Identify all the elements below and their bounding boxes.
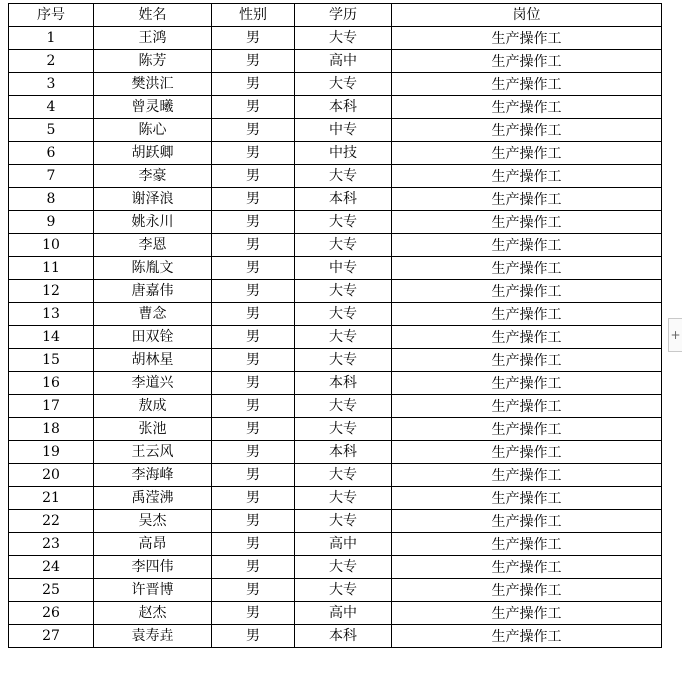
- cell-education: 大专: [295, 280, 392, 303]
- cell-index: 13: [9, 303, 94, 326]
- cell-gender: 男: [212, 441, 295, 464]
- cell-position: 生产操作工: [392, 556, 662, 579]
- cell-gender: 男: [212, 257, 295, 280]
- cell-index: 12: [9, 280, 94, 303]
- cell-position: 生产操作工: [392, 441, 662, 464]
- cell-position: 生产操作工: [392, 602, 662, 625]
- cell-gender: 男: [212, 142, 295, 165]
- table-row: [9, 50, 662, 73]
- cell-name: 赵杰: [94, 602, 212, 625]
- cell-education: 大专: [295, 418, 392, 441]
- cell-gender: 男: [212, 234, 295, 257]
- cell-name: 敖成: [94, 395, 212, 418]
- cell-gender: 男: [212, 349, 295, 372]
- cell-name: 李恩: [94, 234, 212, 257]
- header-index: 序号: [9, 4, 94, 27]
- cell-position: 生产操作工: [392, 303, 662, 326]
- table-row: [9, 96, 662, 119]
- cell-education: 高中: [295, 602, 392, 625]
- table-row: [9, 27, 662, 50]
- table-row: [9, 441, 662, 464]
- cell-index: 24: [9, 556, 94, 579]
- cell-gender: 男: [212, 579, 295, 602]
- cell-gender: 男: [212, 50, 295, 73]
- cell-name: 李四伟: [94, 556, 212, 579]
- cell-position: 生产操作工: [392, 487, 662, 510]
- cell-position: 生产操作工: [392, 142, 662, 165]
- table-row: [9, 234, 662, 257]
- cell-education: 大专: [295, 510, 392, 533]
- cell-name: 胡林星: [94, 349, 212, 372]
- cell-index: 20: [9, 464, 94, 487]
- header-gender: 性别: [212, 4, 295, 27]
- header-name: 姓名: [94, 4, 212, 27]
- cell-name: 陈心: [94, 119, 212, 142]
- cell-gender: 男: [212, 625, 295, 648]
- cell-gender: 男: [212, 372, 295, 395]
- cell-gender: 男: [212, 464, 295, 487]
- cell-name: 张池: [94, 418, 212, 441]
- table-row: [9, 418, 662, 441]
- cell-name: 胡跃卿: [94, 142, 212, 165]
- cell-name: 田双铨: [94, 326, 212, 349]
- cell-index: 17: [9, 395, 94, 418]
- cell-index: 3: [9, 73, 94, 96]
- cell-gender: 男: [212, 556, 295, 579]
- table-row: [9, 211, 662, 234]
- cell-position: 生产操作工: [392, 533, 662, 556]
- cell-position: 生产操作工: [392, 280, 662, 303]
- cell-index: 5: [9, 119, 94, 142]
- cell-name: 李海峰: [94, 464, 212, 487]
- cell-position: 生产操作工: [392, 418, 662, 441]
- cell-gender: 男: [212, 96, 295, 119]
- plus-icon: +: [670, 328, 681, 342]
- table-row: [9, 303, 662, 326]
- cell-name: 王鸿: [94, 27, 212, 50]
- cell-index: 19: [9, 441, 94, 464]
- cell-position: 生产操作工: [392, 188, 662, 211]
- cell-name: 许晋博: [94, 579, 212, 602]
- table-row: [9, 625, 662, 648]
- cell-name: 王云风: [94, 441, 212, 464]
- cell-index: 21: [9, 487, 94, 510]
- table-row: [9, 326, 662, 349]
- cell-name: 李豪: [94, 165, 212, 188]
- cell-index: 11: [9, 257, 94, 280]
- cell-education: 大专: [295, 73, 392, 96]
- cell-index: 8: [9, 188, 94, 211]
- table-row: [9, 510, 662, 533]
- table-row: [9, 73, 662, 96]
- cell-gender: 男: [212, 418, 295, 441]
- cell-gender: 男: [212, 188, 295, 211]
- cell-index: 7: [9, 165, 94, 188]
- cell-position: 生产操作工: [392, 464, 662, 487]
- cell-gender: 男: [212, 27, 295, 50]
- table-row: [9, 602, 662, 625]
- cell-position: 生产操作工: [392, 349, 662, 372]
- cell-index: 18: [9, 418, 94, 441]
- cell-position: 生产操作工: [392, 257, 662, 280]
- header-position: 岗位: [392, 4, 662, 27]
- cell-name: 樊洪汇: [94, 73, 212, 96]
- cell-name: 吴杰: [94, 510, 212, 533]
- cell-name: 唐嘉伟: [94, 280, 212, 303]
- cell-name: 李道兴: [94, 372, 212, 395]
- table-row: [9, 487, 662, 510]
- cell-position: 生产操作工: [392, 234, 662, 257]
- cell-name: 姚永川: [94, 211, 212, 234]
- cell-gender: 男: [212, 211, 295, 234]
- cell-position: 生产操作工: [392, 27, 662, 50]
- cell-gender: 男: [212, 533, 295, 556]
- cell-education: 大专: [295, 349, 392, 372]
- cell-education: 本科: [295, 188, 392, 211]
- cell-gender: 男: [212, 487, 295, 510]
- cell-education: 本科: [295, 372, 392, 395]
- cell-education: 大专: [295, 211, 392, 234]
- table-row: [9, 372, 662, 395]
- cell-education: 本科: [295, 625, 392, 648]
- table-row: [9, 533, 662, 556]
- cell-index: 27: [9, 625, 94, 648]
- table-row: [9, 188, 662, 211]
- cell-education: 大专: [295, 579, 392, 602]
- cell-position: 生产操作工: [392, 372, 662, 395]
- table-row: [9, 395, 662, 418]
- cell-education: 大专: [295, 27, 392, 50]
- table-row: [9, 119, 662, 142]
- cell-education: 大专: [295, 464, 392, 487]
- cell-gender: 男: [212, 395, 295, 418]
- cell-education: 本科: [295, 441, 392, 464]
- cell-index: 23: [9, 533, 94, 556]
- cell-position: 生产操作工: [392, 510, 662, 533]
- cell-name: 陈胤文: [94, 257, 212, 280]
- cell-education: 大专: [295, 556, 392, 579]
- table-row: [9, 280, 662, 303]
- cell-gender: 男: [212, 602, 295, 625]
- table-row: [9, 257, 662, 280]
- cell-education: 大专: [295, 487, 392, 510]
- cell-gender: 男: [212, 73, 295, 96]
- cell-education: 中专: [295, 119, 392, 142]
- table-row: [9, 464, 662, 487]
- cell-position: 生产操作工: [392, 96, 662, 119]
- cell-name: 陈芳: [94, 50, 212, 73]
- cell-education: 大专: [295, 395, 392, 418]
- table-row: [9, 579, 662, 602]
- cell-position: 生产操作工: [392, 119, 662, 142]
- employee-table: [8, 3, 662, 648]
- cell-education: 本科: [295, 96, 392, 119]
- cell-index: 4: [9, 96, 94, 119]
- cell-name: 谢泽浪: [94, 188, 212, 211]
- cell-gender: 男: [212, 119, 295, 142]
- cell-index: 16: [9, 372, 94, 395]
- cell-name: 曾灵曦: [94, 96, 212, 119]
- cell-gender: 男: [212, 165, 295, 188]
- cell-name: 袁寿垚: [94, 625, 212, 648]
- cell-index: 9: [9, 211, 94, 234]
- cell-position: 生产操作工: [392, 579, 662, 602]
- cell-position: 生产操作工: [392, 73, 662, 96]
- table-row: [9, 349, 662, 372]
- cell-education: 高中: [295, 533, 392, 556]
- cell-gender: 男: [212, 280, 295, 303]
- cell-index: 22: [9, 510, 94, 533]
- cell-index: 2: [9, 50, 94, 73]
- cell-name: 曹念: [94, 303, 212, 326]
- cell-index: 15: [9, 349, 94, 372]
- table-row: [9, 556, 662, 579]
- add-column-button[interactable]: [668, 318, 682, 352]
- cell-position: 生产操作工: [392, 326, 662, 349]
- cell-position: 生产操作工: [392, 625, 662, 648]
- cell-education: 中技: [295, 142, 392, 165]
- cell-position: 生产操作工: [392, 395, 662, 418]
- cell-education: 大专: [295, 326, 392, 349]
- cell-position: 生产操作工: [392, 211, 662, 234]
- cell-education: 大专: [295, 165, 392, 188]
- table-row: [9, 142, 662, 165]
- cell-gender: 男: [212, 326, 295, 349]
- cell-education: 大专: [295, 303, 392, 326]
- cell-gender: 男: [212, 303, 295, 326]
- cell-index: 25: [9, 579, 94, 602]
- cell-education: 中专: [295, 257, 392, 280]
- cell-position: 生产操作工: [392, 50, 662, 73]
- table-body: [9, 27, 662, 648]
- cell-index: 26: [9, 602, 94, 625]
- table-header-row: [9, 4, 662, 27]
- table-row: [9, 165, 662, 188]
- cell-name: 禹滢沸: [94, 487, 212, 510]
- cell-gender: 男: [212, 510, 295, 533]
- cell-index: 14: [9, 326, 94, 349]
- cell-position: 生产操作工: [392, 165, 662, 188]
- header-education: 学历: [295, 4, 392, 27]
- cell-name: 高昂: [94, 533, 212, 556]
- cell-index: 10: [9, 234, 94, 257]
- cell-index: 1: [9, 27, 94, 50]
- cell-index: 6: [9, 142, 94, 165]
- cell-education: 大专: [295, 234, 392, 257]
- cell-education: 高中: [295, 50, 392, 73]
